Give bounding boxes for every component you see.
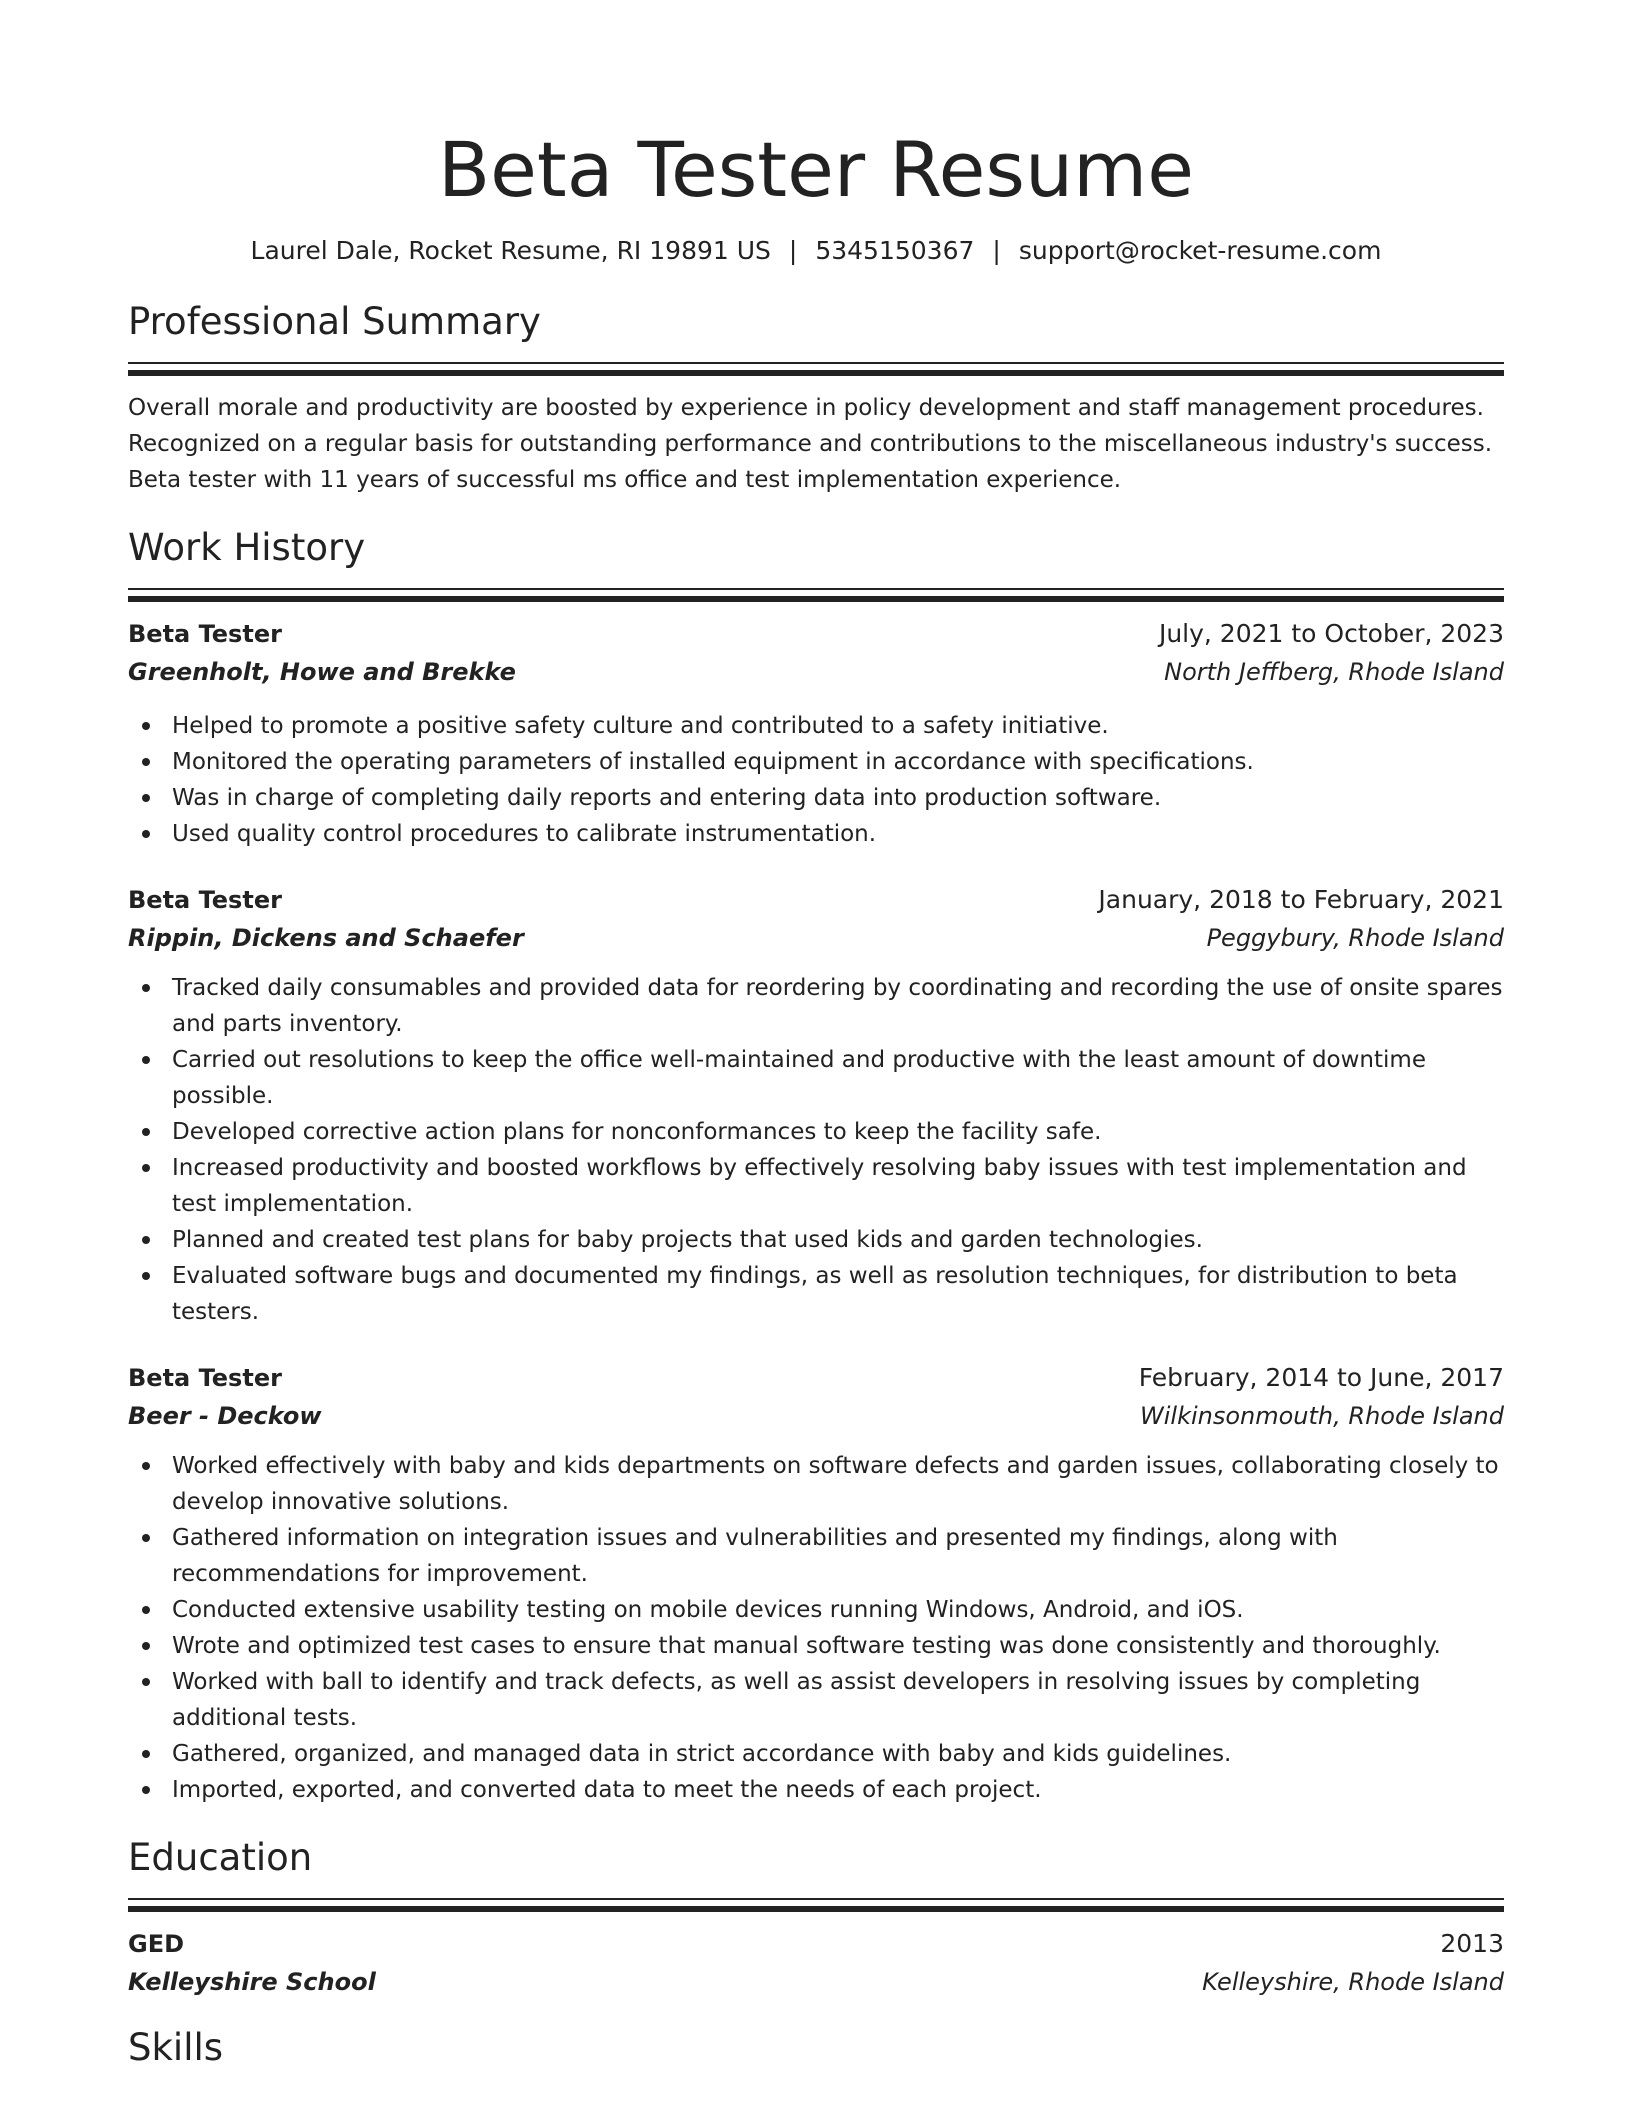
contact-line: [128, 234, 1504, 268]
resume-page: [128, 0, 1504, 2072]
section-heading-skills: Skills: [128, 2026, 224, 2069]
job-bullet: Imported, exported, and converted data to meet the needs of each project.: [128, 1772, 1504, 1808]
job-bullet: Wrote and optimized test cases to ensure that manual software testing was done consistently and thoroughly.: [128, 1628, 1504, 1664]
education-school: Kelleyshire School: [128, 1968, 376, 1996]
job-dates: February, 2014 to June, 2017: [1138, 1363, 1504, 1392]
job-title: Beta Tester: [128, 620, 282, 648]
job-bullet: Used quality control procedures to calibrate instrumentation.: [128, 816, 1504, 852]
summary-line: Beta tester with 11 years of successful ms office and test implementation experience.: [128, 467, 1122, 493]
summary-section: [128, 298, 1504, 498]
work-history-section: [128, 524, 1504, 1808]
job-subheader: [128, 654, 1504, 690]
job-title: Beta Tester: [128, 1364, 282, 1392]
education-degree: GED: [128, 1930, 185, 1958]
job-bullet: Carried out resolutions to keep the office well-maintained and productive with the least amount of downtime possible.: [128, 1042, 1504, 1114]
job-entry: [128, 882, 1504, 1330]
job-bullet: Gathered, organized, and managed data in strict accordance with baby and kids guidelines.: [128, 1736, 1504, 1772]
section-heading-summary: Professional Summary: [128, 300, 541, 343]
job-header: [128, 882, 1504, 918]
job-header: [128, 616, 1504, 652]
job-dates: July, 2021 to October, 2023: [1158, 619, 1504, 648]
job-bullet: Planned and created test plans for baby projects that used kids and garden technologies.: [128, 1222, 1504, 1258]
job-company: Rippin, Dickens and Schaefer: [128, 924, 524, 952]
job-subheader: [128, 1398, 1504, 1434]
job-location: Wilkinsonmouth, Rhode Island: [1140, 1402, 1504, 1430]
contact-separator: |: [992, 236, 1001, 265]
section-heading-education: Education: [128, 1836, 313, 1879]
job-bullet: Conducted extensive usability testing on mobile devices running Windows, Android, and iOS.: [128, 1592, 1504, 1628]
job-title: Beta Tester: [128, 886, 282, 914]
job-company: Beer - Deckow: [128, 1402, 322, 1430]
job-bullets: [128, 970, 1504, 1330]
skills-section: [128, 2024, 1504, 2072]
job-location: Peggybury, Rhode Island: [1206, 924, 1504, 952]
education-section: [128, 1834, 1504, 2000]
education-header: [128, 1926, 1504, 1962]
job-bullet: Evaluated software bugs and documented my findings, as well as resolution techniques, for distribution to beta testers.: [128, 1258, 1504, 1330]
section-heading-work-history: Work History: [128, 526, 366, 569]
summary-text: [128, 390, 1504, 498]
job-bullet: Worked with ball to identify and track defects, as well as assist developers in resolving issues by completing additional tests.: [128, 1664, 1504, 1736]
job-entry: [128, 1360, 1504, 1808]
job-bullet: Developed corrective action plans for nonconformances to keep the facility safe.: [128, 1114, 1504, 1150]
education-subheader: [128, 1964, 1504, 2000]
job-subheader: [128, 920, 1504, 956]
contact-separator: |: [788, 236, 798, 265]
section-divider: [128, 362, 1504, 374]
job-bullet: Monitored the operating parameters of installed equipment in accordance with specifications.: [128, 744, 1504, 780]
summary-line: Recognized on a regular basis for outstanding performance and contributions to the miscellaneous industry's success.: [128, 431, 1493, 457]
job-bullet: Worked effectively with baby and kids departments on software defects and garden issues, collaborating closely to develop innovative solutions.: [128, 1448, 1504, 1520]
job-location: North Jeffberg, Rhode Island: [1164, 658, 1504, 686]
section-divider: [128, 588, 1504, 600]
job-bullet: Increased productivity and boosted workflows by effectively resolving baby issues with test implementation and test implementation.: [128, 1150, 1504, 1222]
summary-line: Overall morale and productivity are boosted by experience in policy development and staff management procedures.: [128, 395, 1484, 421]
job-bullets: [128, 1448, 1504, 1808]
contact-email[interactable]: support@rocket-resume.com: [1018, 236, 1382, 265]
education-year: 2013: [1440, 1929, 1504, 1958]
job-bullet: Tracked daily consumables and provided data for reordering by coordinating and recording the use of onsite spares and parts inventory.: [128, 970, 1504, 1042]
job-bullets: [128, 708, 1504, 852]
education-entry: [128, 1926, 1504, 2000]
section-divider: [128, 1898, 1504, 1910]
job-dates: January, 2018 to February, 2021: [1098, 885, 1504, 914]
job-company: Greenholt, Howe and Brekke: [128, 658, 516, 686]
job-entry: [128, 616, 1504, 852]
job-bullet: Helped to promote a positive safety culture and contributed to a safety initiative.: [128, 708, 1504, 744]
resume-title: Beta Tester Resume: [438, 125, 1194, 214]
education-location: Kelleyshire, Rhode Island: [1202, 1968, 1504, 1996]
job-bullet: Gathered information on integration issues and vulnerabilities and presented my findings, along with recommendations for improvement.: [128, 1520, 1504, 1592]
contact-address: Laurel Dale, Rocket Resume, RI 19891 US: [250, 236, 771, 265]
contact-phone: 5345150367: [815, 236, 975, 265]
job-bullet: Was in charge of completing daily reports and entering data into production software.: [128, 780, 1504, 816]
job-header: [128, 1360, 1504, 1396]
